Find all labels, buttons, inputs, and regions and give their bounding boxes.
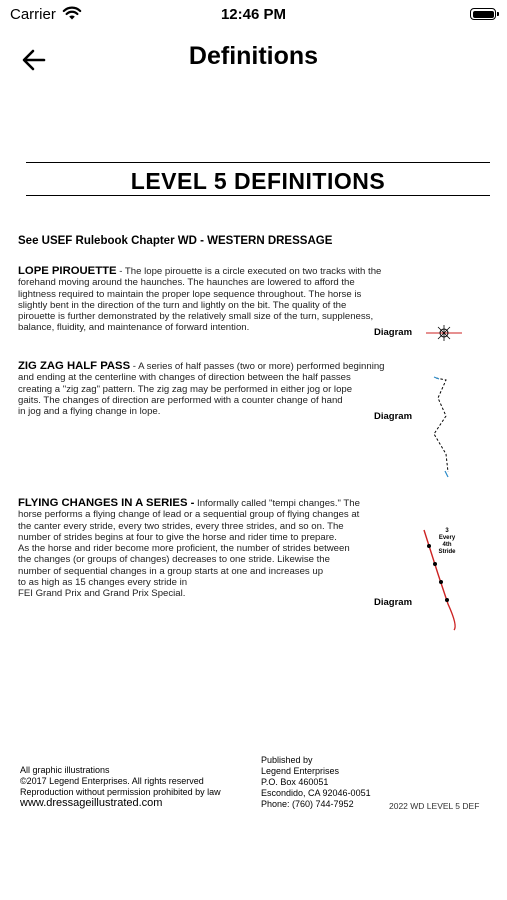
status-time: 12:46 PM <box>220 6 287 23</box>
zig-zag-diagram-icon <box>424 374 464 482</box>
term-title: FLYING CHANGES IN A SERIES - <box>18 497 195 509</box>
document-heading: LEVEL 5 DEFINITIONS <box>130 168 386 194</box>
caption-line: 4th <box>442 542 452 548</box>
definition-line: As the horse and rider become more proficient, the number of strides between <box>18 543 350 555</box>
definition-line: balance, fluidity, and maintenance of forward intention. <box>18 322 250 334</box>
definition-line: - A series of half passes (two or more) performed beginning <box>130 361 385 372</box>
footer-line: Phone: (760) 744-7952 <box>261 799 354 809</box>
definition-lope-pirouette <box>18 266 473 334</box>
footer-line: ©2017 Legend Enterprises. All rights reserved <box>20 776 204 786</box>
definition-line: horse performs a flying change of lead or a sequential group of flying changes at <box>18 509 360 521</box>
footer-line: Reproduction without permission prohibited by law <box>20 787 221 797</box>
caption-line: Stride <box>438 549 456 555</box>
definition-line: slightly bent in the direction of the turn and lightly on the bit. The quality of the <box>18 299 347 311</box>
footer-line: Escondido, CA 92046-0051 <box>261 788 371 798</box>
heading-top-rule <box>26 162 490 163</box>
footer-line: Published by <box>261 755 313 765</box>
definition-line: Informally called "tempi changes." The <box>194 498 360 509</box>
definition-line: number of strides begins at four to give the horse and rider time to prepare. <box>18 531 337 543</box>
definition-line: creating a "zig zag" pattern. The zig zag may be performed in either jog or lope <box>18 383 353 395</box>
term-title: ZIG ZAG HALF PASS <box>18 360 131 372</box>
diagram-label: Diagram <box>374 411 413 422</box>
battery-icon <box>470 8 496 20</box>
definition-line: to as high as 15 changes every stride in <box>18 577 188 589</box>
definition-line: pirouette is further demonstrated by the relatively small size of the turn, suppleness, <box>18 311 374 323</box>
footer-line: Legend Enterprises <box>261 766 340 776</box>
page-title: Definitions <box>188 42 319 70</box>
caption-line: 3 <box>445 528 449 534</box>
diagram-caption <box>434 528 460 556</box>
definition-line: gaits. The changes of direction are performed with a counter change of hand <box>18 394 343 406</box>
pirouette-diagram-icon <box>424 324 464 342</box>
rulebook-reference: See USEF Rulebook Chapter WD - WESTERN DRESSAGE <box>18 235 333 247</box>
term-title: LOPE PIROUETTE <box>18 265 117 277</box>
definition-line: in jog and a flying change in lope. <box>18 406 161 418</box>
diagram-label: Diagram <box>374 597 413 608</box>
document-code: 2022 WD LEVEL 5 DEF <box>389 801 480 811</box>
footer-line: All graphic illustrations <box>20 765 110 775</box>
footer-line: P.O. Box 460051 <box>261 777 329 787</box>
carrier-label: Carrier <box>10 6 56 23</box>
copyright-notice <box>20 765 221 809</box>
publisher-info <box>261 755 371 810</box>
definition-line: lightness required to maintain the proper lope sequence throughout. The horse is <box>18 288 362 300</box>
definition-line: the canter every stride, every two strides, every three strides, and so on. The <box>18 520 344 532</box>
definition-line: FEI Grand Prix and Grand Prix Special. <box>18 588 186 600</box>
definition-line: number of sequential changes in a group starts at one and increases up <box>18 565 324 577</box>
definition-line: - The lope pirouette is a circle executed on two tracks with the <box>116 266 382 277</box>
caption-line: Every <box>438 535 456 541</box>
definition-line: forehand moving around the haunches. The haunches are lowered to afford the <box>18 277 355 289</box>
definition-line: and ending at the centerline with changes of direction between the half passes <box>18 372 351 384</box>
heading-bottom-rule <box>26 195 490 196</box>
definition-flying-changes-series <box>18 498 473 600</box>
definition-zig-zag-half-pass <box>18 361 473 417</box>
diagram-label: Diagram <box>374 327 413 338</box>
definition-line: the changes (or groups of changes) decreases to one stride. Likewise the <box>18 554 330 566</box>
website-url: www.dressageillustrated.com <box>20 797 163 809</box>
